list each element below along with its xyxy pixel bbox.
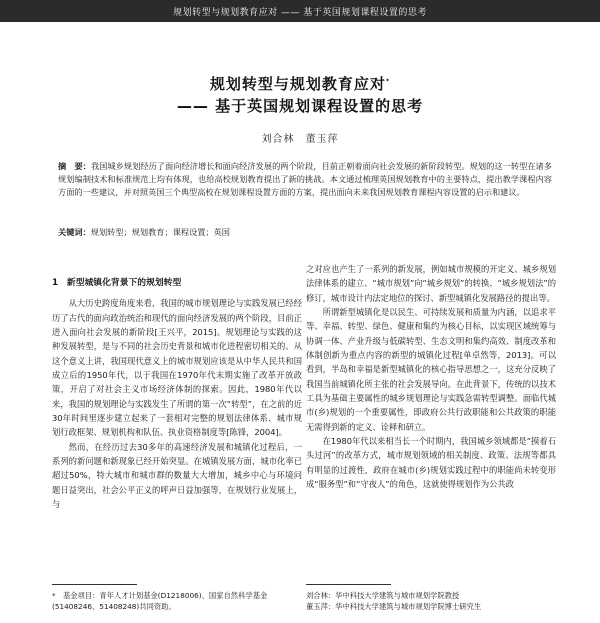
body-paragraph: 所谓新型城镇化是以民生、可持续发展和质量为内涵，以追求平等、幸福、转型、绿色、健康和集约为核心目标，以实现区域统筹与协调一体、产业升级与低碳转型、生态文明和集约高效、制度改革和体制创新为重点内容的新型的城镇化过程[单卓然等，2013]。可以看到，半岛和幸福是新型城镇化的核心指导思想之一，这充分反映了我国当前城镇化所主张的社会发展导向。在此背景下，传统的以技术工具为基础主要属性的城乡规划理论与实践急需转型调整。面临代城市(乡)规划的一个重要属性，即政府公共行政职能和公共政策的职能无需得到新的定义、诠释和研立。 — [306, 307, 556, 432]
running-head: 规划转型与规划教育应对 —— 基于英国规划课程设置的思考 — [173, 8, 427, 18]
abstract-text: 我国城乡规划经历了面向经济增长和面向经济发展的两个阶段，目前正朝着面向社会发展的新阶段转型。规划的这一转型在诸多规划编制技术和标准规范上均有体现，也给高校规划教育提出了新的挑战。本文通过梳理英国规划教育中的主要特点，提出教学课程内容方面的一些建议，并对照英国三个典型高校在规划课程设置方面的方案，提出面向未来我国规划教育课程内容设置的启示和建议。 — [58, 161, 552, 197]
title-line-1: 规划转型与规划教育应对 — [209, 75, 386, 93]
section-1-heading: 1 新型城镇化背景下的规划转型 — [52, 278, 182, 288]
article-subtitle: —— 基于英国规划课程设置的思考 — [176, 97, 424, 115]
article-title — [0, 73, 600, 94]
author-affiliation-2: 董玉萍：华中科技大学建筑与城市规划学院博士研究生 — [306, 602, 482, 611]
body-paragraph: 然而，在经历过去30多年的高速经济发展和城镇化过程后，一系列的新问题和新现象已经开始突显。在城镇发展方面，城市化率已超过50%，特大城市和城市群的数量大大增加，城乡中心与环境问题日益突出，社会公平正义的呼声日益加强等，在规划行业发展上，与 — [52, 441, 302, 510]
author-affiliation-1: 刘合林：华中科技大学建筑与城市规划学院教授 — [306, 591, 460, 600]
body-paragraph: 之对应也产生了一系列的新发展，例如城市规模的开定义、城乡规划法律体系的建立、“城市规划”向“城乡规划”的转换、“城乡规划法”的修订，城市设计内法定地位的探讨、新型城镇化发展路径的提出等。 — [306, 264, 556, 303]
body-paragraph: 在1980年代以来相当长一个时期内，我国城乡领域都是“摸着石头过河”的改革方式，城市规划领域的相关制度、政策、法规等都具有明显的过渡性，政府在城市(乡)规划实践过程中的职能尚未转变形成“服务型”和“守夜人”的角色，这就使得规划作为公共政 — [306, 436, 556, 490]
abstract-label: 摘 要： — [58, 161, 91, 171]
footnote-divider-right — [306, 584, 391, 585]
footnote-divider-left — [52, 584, 137, 585]
body-paragraph: 从大历史跨度角度来看，我国的城市规划理论与实践发展已经经历了古代的面向政治统治和现代的面向经济发展的两个阶段，目前正进入面向社会发展的新阶段[王兴平，2015]。规划理论与实践的这种发展转型，是与不同的社会历史背景和城市化进程密切相关的。从这个意义上讲，我国现代意义上的城市规划应该是从中华人民共和国成立后的1950年代，以于我国在1970年代末期实施了改革开放政策，开启了对社会主义市场经济体制的探索。因此，1980年代以来，我国的规划理论与实践发生了所谓的第一次“转型”，在之前的近30年时间里逐步建立起来了一套相对完整的规划法律体系、城市规划行政框架、规划机构和队伍、执业资格制度等[陈锋，2004]。 — [52, 298, 302, 438]
keywords-text: 规划转型；规划教育；课程设置；英国 — [90, 227, 230, 237]
abstract — [58, 160, 552, 198]
authors: 刘合林 董玉萍 — [261, 134, 339, 145]
keywords — [58, 226, 552, 239]
title-footnote-marker: * — [385, 78, 391, 85]
left-column — [52, 262, 302, 512]
keywords-label: 关键词： — [58, 227, 91, 237]
funding-footnote: * 基金项目：青年人才计划基金(D1218006)、国家自然科学基金(51408246、51408248)共同资助。 — [52, 591, 268, 611]
right-column — [306, 262, 556, 492]
author-affiliations — [306, 590, 556, 612]
